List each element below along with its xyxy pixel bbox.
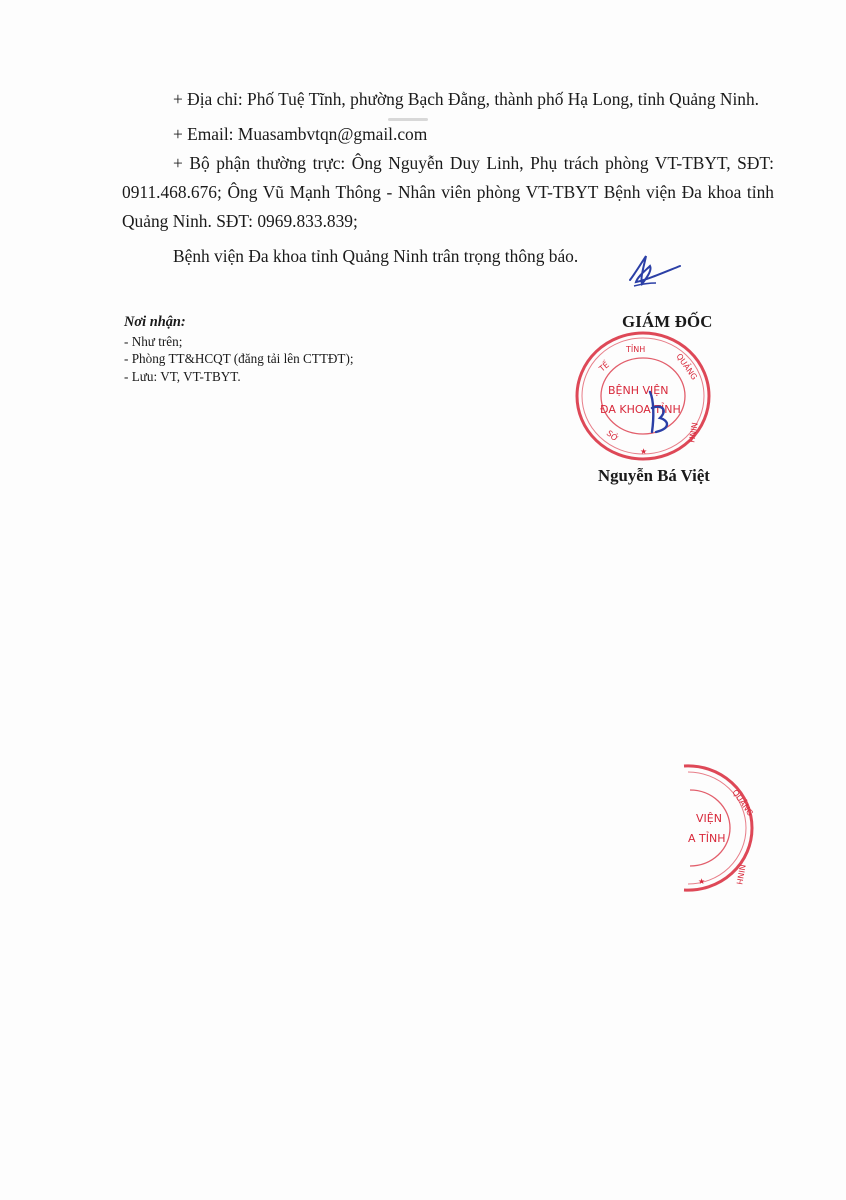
recipients-heading: Nơi nhận: <box>124 314 186 330</box>
initials-signature <box>620 250 690 296</box>
partial-seal-ring-right: QUẢNG <box>730 787 755 818</box>
seal-star-icon: ★ <box>640 447 648 456</box>
seal-center-line-1: BỆNH VIỆN <box>608 384 669 397</box>
closing-line: Bệnh viện Đa khoa tỉnh Quảng Ninh trân trọng thông báo. <box>173 246 579 266</box>
recipients-block <box>124 314 364 385</box>
partial-seal-line-2: A TỈNH <box>688 832 726 845</box>
partial-seal-ring-lower: NINH <box>734 863 747 886</box>
recipient-item: - Như trên; <box>124 333 183 349</box>
address-line: + Địa chỉ: Phố Tuệ Tĩnh, phường Bạch Đằng, thành phố Hạ Long, tỉnh Quảng Ninh. <box>173 89 760 109</box>
duty-line: + Bộ phận thường trực: Ông Nguyễn Duy Linh, Phụ trách phòng VT-TBYT, SĐT: 0911.468.676; Ông Vũ Mạnh Thông - Nhân viên phòng VT-TBYT Bệnh viện Đa khoa tỉnh Quảng Ninh. SĐT: 0969.833.839; <box>122 153 774 231</box>
partial-seal-stamp <box>640 758 760 898</box>
seal-ring-left: TẾ <box>597 360 611 374</box>
seal-ring-bottom: SỞ <box>604 428 620 444</box>
official-seal-stamp <box>568 328 718 464</box>
seal-ring-right-lower: NINH <box>686 421 699 444</box>
signer-title: GIÁM ĐỐC <box>622 312 713 331</box>
seal-center-line-2: ĐA KHOA TỈNH <box>600 403 681 416</box>
recipient-item: - Lưu: VT, VT-TBYT. <box>124 368 241 384</box>
seal-ring-top: TỈNH <box>626 345 646 354</box>
partial-seal-line-1: VIỆN <box>696 812 722 825</box>
email-line: + Email: Muasambvtqn@gmail.com <box>173 124 428 144</box>
seal-ring-right: QUẢNG <box>674 351 699 382</box>
partial-seal-star-icon: ★ <box>698 877 706 886</box>
recipient-item: - Phòng TT&HCQT (đăng tải lên CTTĐT); <box>124 351 354 366</box>
signature-block <box>560 310 780 500</box>
signer-name: Nguyễn Bá Việt <box>598 466 710 485</box>
letter-body <box>122 85 774 277</box>
